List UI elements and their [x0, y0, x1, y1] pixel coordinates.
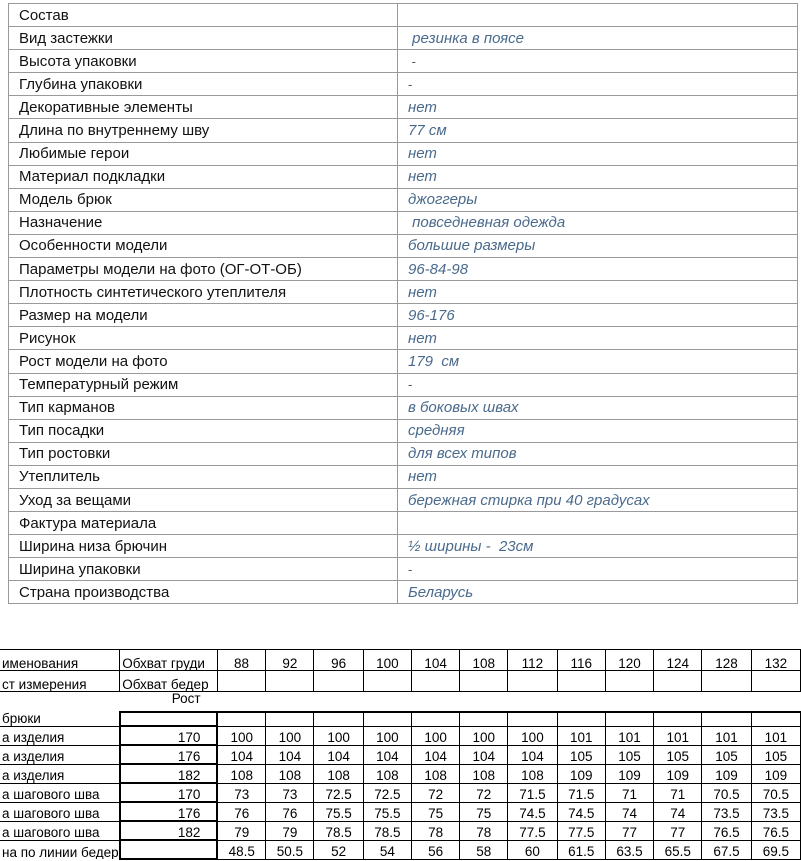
size-value: 100 [314, 726, 363, 745]
blank-cell [412, 712, 460, 726]
spec-row [9, 119, 798, 142]
spec-row [9, 234, 798, 257]
spec-value: нет [398, 142, 798, 165]
size-value: 72.5 [363, 783, 411, 802]
spec-row [9, 27, 798, 50]
size-value: 105 [557, 745, 605, 764]
size-value: 75.5 [314, 802, 363, 821]
size-value: 109 [751, 764, 800, 783]
size-value: 70.5 [751, 783, 800, 802]
spec-label: Декоративные элементы [9, 96, 398, 119]
size-value: 69.5 [751, 840, 800, 859]
section-label: брюки [2, 712, 41, 726]
spec-label: Глубина упаковки [9, 73, 398, 96]
size-value: 75 [460, 802, 508, 821]
size-chart-row [0, 726, 801, 745]
spec-value: большие размеры [398, 234, 798, 257]
height-value [120, 840, 218, 859]
spec-row [9, 258, 798, 281]
spec-row [9, 281, 798, 304]
chest-size: 96 [314, 650, 363, 671]
spec-label: Тип карманов [9, 396, 398, 419]
size-value: 48.5 [217, 840, 265, 859]
size-value: 101 [654, 726, 702, 745]
size-value: 109 [654, 764, 702, 783]
size-value: 108 [460, 764, 508, 783]
size-value: 72 [460, 783, 508, 802]
size-chart-row [0, 712, 801, 726]
size-chart-table [0, 649, 801, 860]
blank-cell [217, 712, 265, 726]
hips-label: Обхват бедер [120, 671, 218, 692]
size-value: 71 [605, 783, 653, 802]
blank-cell [460, 692, 508, 713]
height-value: 182 [120, 821, 218, 840]
size-value: 101 [557, 726, 605, 745]
spec-value: в боковых швах [398, 396, 798, 419]
size-value: 108 [508, 764, 557, 783]
chest-size: 112 [508, 650, 557, 671]
size-value: 75.5 [363, 802, 411, 821]
spec-label: Утеплитель [9, 465, 398, 488]
spec-value: 77 см [398, 119, 798, 142]
size-value: 52 [314, 840, 363, 859]
spec-label: Рост модели на фото [9, 350, 398, 373]
spec-value: 96-84-98 [398, 258, 798, 281]
size-value: 104 [314, 745, 363, 764]
size-value: 71 [654, 783, 702, 802]
size-value: 71.5 [508, 783, 557, 802]
height-value: 170 [120, 726, 218, 745]
spec-label: Уход за вещами [9, 488, 398, 511]
spec-label: Рисунок [9, 327, 398, 350]
size-value: 78.5 [314, 821, 363, 840]
spec-row [9, 4, 798, 27]
size-value: 74.5 [557, 802, 605, 821]
chest-label: Обхват груди [120, 650, 218, 671]
measure-label: а шагового шва [0, 802, 120, 821]
size-value: 105 [605, 745, 653, 764]
size-value: 108 [363, 764, 411, 783]
size-value: 78 [460, 821, 508, 840]
size-value: 79 [266, 821, 314, 840]
spec-row [9, 558, 798, 581]
size-chart-row [0, 783, 801, 802]
size-chart-row [0, 650, 801, 671]
chest-size: 132 [751, 650, 800, 671]
size-value: 100 [412, 726, 460, 745]
spec-value: средняя [398, 419, 798, 442]
size-value: 104 [217, 745, 265, 764]
spec-value: для всех типов [398, 442, 798, 465]
size-value: 104 [508, 745, 557, 764]
spec-row [9, 188, 798, 211]
blank-cell [751, 712, 800, 726]
spec-label: Модель брюк [9, 188, 398, 211]
chest-size: 100 [363, 650, 411, 671]
size-value: 71.5 [557, 783, 605, 802]
blank-cell [266, 692, 314, 713]
hips-size [751, 671, 800, 692]
spec-value: резинка в поясе [398, 27, 798, 50]
size-value: 72 [412, 783, 460, 802]
hips-size [605, 671, 653, 692]
spec-row [9, 373, 798, 396]
size-value: 101 [702, 726, 751, 745]
hips-size [557, 671, 605, 692]
spec-value: нет [398, 281, 798, 304]
size-value: 101 [605, 726, 653, 745]
spec-value: - [398, 373, 798, 396]
spec-value: нет [398, 327, 798, 350]
size-chart-row [0, 840, 801, 859]
spec-label: Параметры модели на фото (ОГ-ОТ-ОБ) [9, 258, 398, 281]
size-value: 100 [363, 726, 411, 745]
size-value: 108 [266, 764, 314, 783]
spec-label: Размер на модели [9, 304, 398, 327]
spec-value: нет [398, 96, 798, 119]
size-value: 100 [460, 726, 508, 745]
measure-label: на по линии бедер [0, 840, 120, 859]
hips-size [412, 671, 460, 692]
size-chart-row [0, 745, 801, 764]
spec-row [9, 96, 798, 119]
spec-row [9, 211, 798, 234]
hips-size [217, 671, 265, 692]
size-chart-row [0, 821, 801, 840]
spec-value: - [398, 50, 798, 73]
size-chart-row [0, 692, 801, 713]
size-value: 109 [557, 764, 605, 783]
blank-cell [508, 692, 557, 713]
size-value: 73 [217, 783, 265, 802]
hips-size [363, 671, 411, 692]
size-value: 61.5 [557, 840, 605, 859]
spec-label: Тип посадки [9, 419, 398, 442]
measure-label: а изделия [0, 726, 120, 745]
spec-label: Назначение [9, 211, 398, 234]
spec-row [9, 396, 798, 419]
size-value: 73.5 [702, 802, 751, 821]
size-value: 54 [363, 840, 411, 859]
chest-size: 88 [217, 650, 265, 671]
size-value: 78.5 [363, 821, 411, 840]
blank-cell [314, 692, 363, 713]
size-value: 105 [751, 745, 800, 764]
spec-label: Плотность синтетического утеплителя [9, 281, 398, 304]
measure-label: а шагового шва [0, 783, 120, 802]
size-value: 104 [460, 745, 508, 764]
spec-label: Температурный режим [9, 373, 398, 396]
spec-row [9, 488, 798, 511]
chest-size: 104 [412, 650, 460, 671]
spec-value: 179 см [398, 350, 798, 373]
spec-row [9, 581, 798, 604]
spec-value: нет [398, 165, 798, 188]
size-value: 104 [363, 745, 411, 764]
size-value: 60 [508, 840, 557, 859]
size-value: 74 [605, 802, 653, 821]
header-unit-cell: ст измерения [0, 671, 120, 692]
hips-size [266, 671, 314, 692]
size-value: 77.5 [508, 821, 557, 840]
spec-label: Высота упаковки [9, 50, 398, 73]
height-value: 176 [120, 745, 218, 764]
spec-label: Вид застежки [9, 27, 398, 50]
size-value: 76.5 [702, 821, 751, 840]
size-value: 56 [412, 840, 460, 859]
size-value: 70.5 [702, 783, 751, 802]
spec-value: джоггеры [398, 188, 798, 211]
blank-cell [605, 692, 653, 713]
size-value: 105 [702, 745, 751, 764]
spec-label: Состав [9, 4, 398, 27]
blank-cell [217, 692, 265, 713]
spec-row [9, 165, 798, 188]
measure-label: а изделия [0, 764, 120, 783]
blank-cell [702, 692, 751, 713]
spec-value: 96-176 [398, 304, 798, 327]
spec-row [9, 442, 798, 465]
size-value: 50.5 [266, 840, 314, 859]
size-value: 76 [266, 802, 314, 821]
spec-value [398, 4, 798, 27]
height-label: Рост [171, 691, 201, 706]
measure-label: а изделия [0, 745, 120, 764]
spec-label: Любимые герои [9, 142, 398, 165]
spec-value: - [398, 73, 798, 96]
spec-label: Особенности модели [9, 234, 398, 257]
hips-size [702, 671, 751, 692]
spec-label: Ширина упаковки [9, 558, 398, 581]
blank-cell [557, 712, 605, 726]
spec-row [9, 327, 798, 350]
height-value: 176 [120, 802, 218, 821]
blank-cell [314, 712, 363, 726]
spec-row [9, 350, 798, 373]
hips-size [508, 671, 557, 692]
blank-cell [363, 692, 411, 713]
chest-size: 128 [702, 650, 751, 671]
height-value: 170 [120, 783, 218, 802]
blank-cell [654, 692, 702, 713]
chest-size: 120 [605, 650, 653, 671]
size-value: 104 [266, 745, 314, 764]
size-value: 73 [266, 783, 314, 802]
height-value: 182 [120, 764, 218, 783]
blank-cell [702, 712, 751, 726]
blank-cell [605, 712, 653, 726]
hips-size [314, 671, 363, 692]
size-value: 76 [217, 802, 265, 821]
blank-cell [266, 712, 314, 726]
size-value: 63.5 [605, 840, 653, 859]
spec-row [9, 512, 798, 535]
spec-row [9, 50, 798, 73]
chest-size: 92 [266, 650, 314, 671]
spec-row [9, 73, 798, 96]
size-value: 76.5 [751, 821, 800, 840]
product-spec-table [8, 3, 798, 604]
size-value: 74.5 [508, 802, 557, 821]
size-value: 73.5 [751, 802, 800, 821]
size-chart-row [0, 671, 801, 692]
size-value: 101 [751, 726, 800, 745]
size-value: 100 [508, 726, 557, 745]
size-value: 109 [702, 764, 751, 783]
blank-cell [557, 692, 605, 713]
spec-row [9, 142, 798, 165]
size-value: 77.5 [557, 821, 605, 840]
blank-cell [412, 692, 460, 713]
spec-label: Ширина низа брючин [9, 535, 398, 558]
spec-label: Страна производства [9, 581, 398, 604]
spec-label: Длина по внутреннему шву [9, 119, 398, 142]
size-value: 79 [217, 821, 265, 840]
size-value: 77 [654, 821, 702, 840]
hips-size [654, 671, 702, 692]
spec-row [9, 419, 798, 442]
header-name-cell: именования [0, 650, 120, 671]
chest-size: 108 [460, 650, 508, 671]
size-value: 65.5 [654, 840, 702, 859]
blank-cell [460, 712, 508, 726]
chest-size: 124 [654, 650, 702, 671]
spec-value: бережная стирка при 40 градусах [398, 488, 798, 511]
chest-size: 116 [557, 650, 605, 671]
spec-value: повседневная одежда [398, 211, 798, 234]
spec-row [9, 535, 798, 558]
spec-value [398, 512, 798, 535]
size-value: 78 [412, 821, 460, 840]
blank-cell [363, 712, 411, 726]
spec-value: Беларусь [398, 581, 798, 604]
size-value: 108 [217, 764, 265, 783]
size-value: 67.5 [702, 840, 751, 859]
size-value: 74 [654, 802, 702, 821]
spec-label: Фактура материала [9, 512, 398, 535]
size-value: 75 [412, 802, 460, 821]
spec-value: нет [398, 465, 798, 488]
size-value: 108 [314, 764, 363, 783]
spec-label: Материал подкладки [9, 165, 398, 188]
spec-row [9, 465, 798, 488]
size-value: 72.5 [314, 783, 363, 802]
size-value: 100 [266, 726, 314, 745]
size-chart-row [0, 802, 801, 821]
size-value: 58 [460, 840, 508, 859]
size-value: 100 [217, 726, 265, 745]
blank-cell [508, 712, 557, 726]
blank-cell [751, 692, 800, 713]
spec-value: ½ ширины - 23см [398, 535, 798, 558]
hips-size [460, 671, 508, 692]
measure-label: а шагового шва [0, 821, 120, 840]
spec-label: Тип ростовки [9, 442, 398, 465]
size-value: 77 [605, 821, 653, 840]
blank-cell [654, 712, 702, 726]
size-value: 108 [412, 764, 460, 783]
blank-cell [120, 712, 218, 726]
size-chart-row [0, 764, 801, 783]
size-value: 109 [605, 764, 653, 783]
size-value: 104 [412, 745, 460, 764]
spec-value: - [398, 558, 798, 581]
size-value: 105 [654, 745, 702, 764]
blank-cell [0, 692, 120, 713]
spec-row [9, 304, 798, 327]
